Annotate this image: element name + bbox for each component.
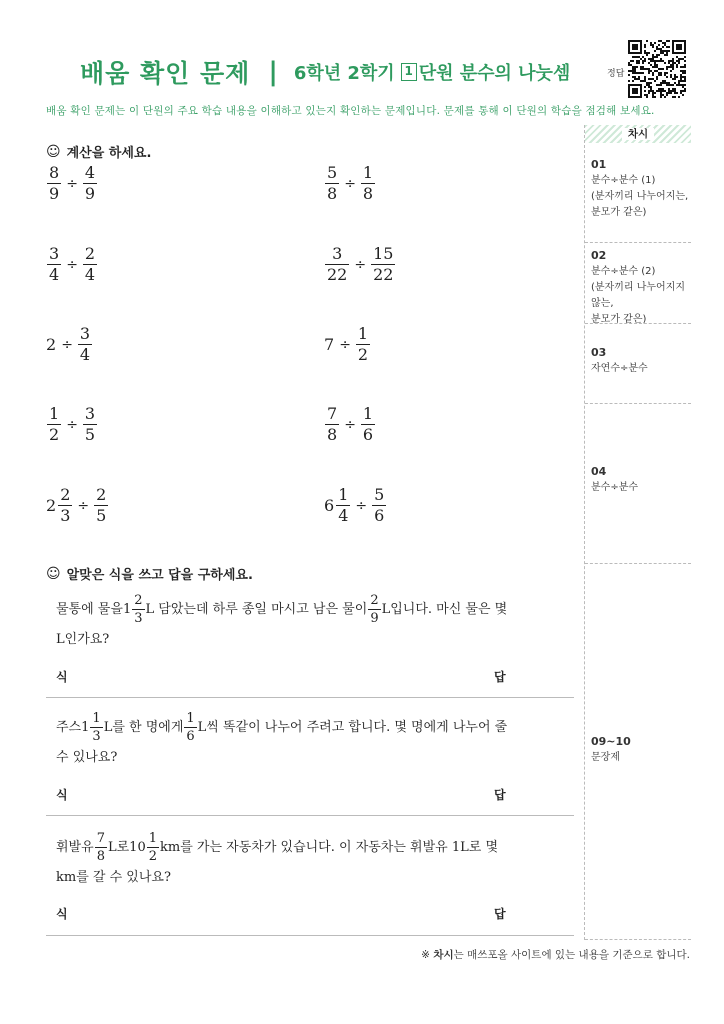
lesson-item-01: 01 분수÷분수 (1) (분자끼리 나누어지는, 분모가 같은) [591,158,689,218]
division-sign: ÷ [354,256,367,273]
word-problem-1: 물통에 물을 1 $\frac{2}{3}$ L 담았는데 하루 종일 마시고 남은 물이 $\frac{2}{9}$ L입니다. 마신 물은 몇 L인가요? [56,593,508,647]
answer-row-1 [56,668,516,685]
fraction [58,487,72,524]
division-sign: ÷ [344,175,356,192]
fraction [361,165,375,202]
denominator: 4 [84,265,96,284]
denominator: 4 [49,265,60,284]
sidebar-divider [585,403,691,404]
fraction [78,326,92,363]
denominator: 8 [362,184,374,203]
denominator: 8 [327,425,338,444]
lesson-item-02: 02 분수÷분수 (2) (분자끼리 나누어지지않는, 분모가 같은) [591,249,686,325]
fraction [336,487,350,524]
numerator: 7 [327,404,338,423]
division-sign: ÷ [355,497,368,514]
word-problem-3: 휘발유 $\frac{7}{8}$ L로 10 $\frac{1}{2}$ km를 가는 자동차가 있습니다. 이 자동차는 휘발유 1L로 몇 km를 갈 수 있나요? [56,831,499,885]
footnote: ※ 차시는 매쓰포올 사이트에 있는 내용을 기준으로 합니다. [421,949,690,961]
numerator: 8 [49,163,60,182]
divider [46,935,574,936]
subtitle-grade: 6학년 2학기 [293,63,395,84]
denominator: 5 [84,425,96,444]
numerator: 5 [327,163,338,182]
division-sign: ÷ [61,336,73,353]
lesson-item-04: 04 분수÷분수 [591,465,639,493]
numerator: 2 [84,244,96,263]
lesson-item-03: 03 자연수÷분수 [591,346,648,374]
calc-problem-10 [324,487,387,524]
sidebar-divider [585,242,691,243]
calc-problem-8 [324,406,376,443]
numerator: 15 [373,244,394,263]
calc-problem-4 [324,246,396,283]
denominator: 4 [79,345,91,364]
denominator: 9 [49,184,60,203]
calc-problem-5 [46,326,93,363]
formula-label: 식 [56,788,68,802]
lesson-item-09-10: 09~10 문장제 [591,735,631,763]
fraction [83,246,97,283]
denominator: 4 [338,506,349,525]
whole-number: 2 [46,496,57,515]
calc-problem-3 [46,246,98,283]
denominator: 2 [357,345,369,364]
calc-problem-1 [46,165,98,202]
numerator: 3 [332,244,343,263]
sidebar-divider [585,323,691,324]
numerator: 5 [374,485,385,504]
section-title-calculate: ☺ 계산을 하세요. [46,143,152,161]
whole-number: 6 [324,496,335,515]
intro-text: 배움 확인 문제는 이 단원의 주요 학습 내용을 이해하고 있는지 확인하는 문제입니다. 문제를 통해 이 단원의 학습을 점검해 보세요. [46,105,655,117]
divider [46,697,574,698]
calc-problem-6 [324,326,371,363]
denominator: 22 [327,265,348,284]
answer-label: 정답 [607,69,625,79]
division-sign: ÷ [66,175,78,192]
division-sign: ÷ [344,416,356,433]
division-sign: ÷ [77,497,90,514]
sidebar-divider [585,563,691,564]
numerator: 1 [338,485,349,504]
denominator: 2 [49,425,60,444]
fraction [47,406,61,443]
page-header [80,54,570,90]
fraction [325,246,349,283]
calc-problem-7 [46,406,98,443]
division-sign: ÷ [66,256,78,273]
fraction [83,406,97,443]
numerator: 4 [84,163,96,182]
section-title-word-problems: ☺ 알맞은 식을 쓰고 답을 구하세요. [46,565,253,583]
fraction [94,487,108,524]
smile-icon: ☺ [46,565,61,582]
answer-label: 답 [494,788,506,802]
sidebar-title: 차시 [585,125,691,143]
numerator: 3 [84,404,96,423]
numerator: 2 [60,485,71,504]
denominator: 6 [362,425,374,444]
fraction [325,406,339,443]
denominator: 5 [96,506,107,525]
fraction [356,326,370,363]
division-sign: ÷ [339,336,351,353]
fraction [372,487,386,524]
division-sign: ÷ [66,416,78,433]
denominator: 3 [60,506,71,525]
smile-icon: ☺ [46,143,61,160]
numerator: 3 [49,244,60,263]
fraction [83,165,97,202]
denominator: 8 [327,184,338,203]
answer-row-3 [56,905,516,922]
page-title: 배움 확인 문제 [80,59,251,88]
fraction [325,165,339,202]
qr-code-icon[interactable] [628,40,686,98]
numerator: 1 [357,324,369,343]
divider [46,815,574,816]
answer-label: 답 [494,670,506,684]
whole-number: 2 [46,335,57,354]
numerator: 3 [79,324,91,343]
numerator: 2 [96,485,107,504]
formula-label: 식 [56,907,68,921]
calc-problem-9 [46,487,109,524]
lesson-sidebar [584,125,691,940]
fraction [361,406,375,443]
numerator: 1 [362,163,374,182]
answer-label: 답 [494,907,506,921]
numerator: 1 [49,404,60,423]
calc-problem-2 [324,165,376,202]
denominator: 9 [84,184,96,203]
unit-number-box: 1 [401,63,417,81]
denominator: 6 [374,506,385,525]
whole-number: 7 [324,335,335,354]
numerator: 1 [362,404,374,423]
fraction [47,246,61,283]
formula-label: 식 [56,670,68,684]
page-subtitle [294,59,571,85]
word-problem-2: 주스 1 $\frac{1}{3}$ L를 한 명에게 $\frac{1}{6}$ L씩 똑같이 나누어 주려고 합니다. 몇 명에게 나누어 줄 수 있나요? [56,711,508,765]
fraction [47,165,61,202]
answer-row-2 [56,786,516,803]
subtitle-unit: 단원 분수의 나눗셈 [418,63,571,84]
sidebar-divider [585,939,691,940]
title-separator: | [268,57,278,87]
fraction [371,246,395,283]
denominator: 22 [373,265,394,284]
